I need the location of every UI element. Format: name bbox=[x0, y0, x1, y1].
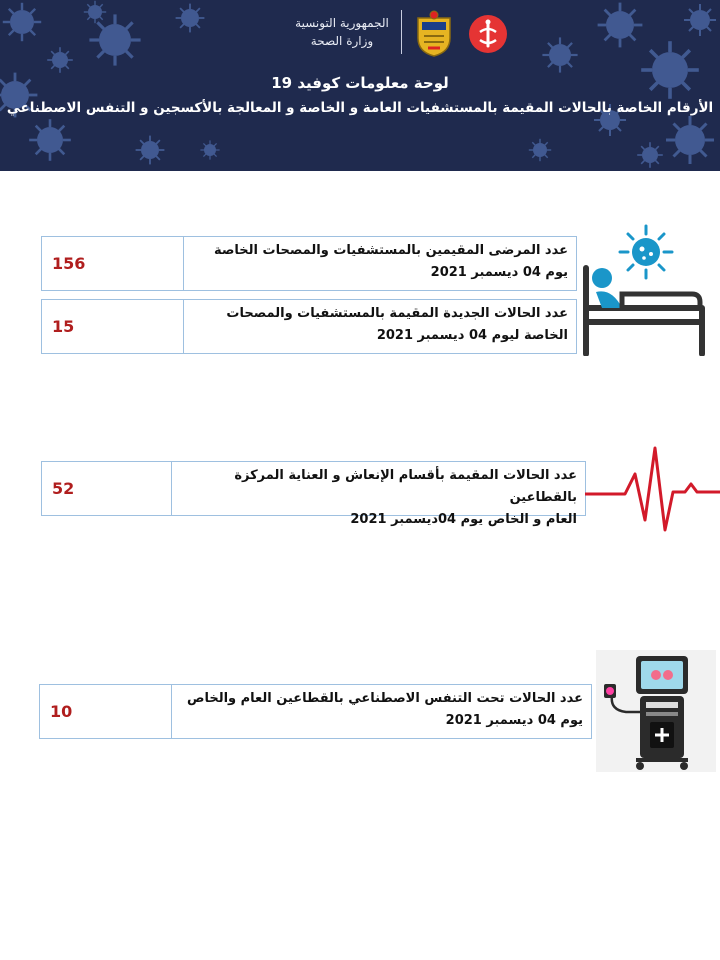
hospitalized-patients-box bbox=[41, 236, 577, 291]
tunisia-coat-of-arms-icon bbox=[414, 10, 454, 58]
header-banner bbox=[0, 0, 720, 171]
ventilated-cases-label bbox=[172, 685, 591, 738]
health-ministry-logo-icon bbox=[468, 14, 508, 54]
label-line: العام و الخاص يوم 04ديسمبر 2021 bbox=[350, 512, 577, 527]
new-hospitalizations-value: 15 bbox=[42, 300, 184, 353]
page-subtitle: الأرقام الخاصة بالحالات المقيمة بالمستشفيات العامة و الخاصة و المعالجة بالأكسجين و التنفس الاصطناعي bbox=[6, 100, 714, 116]
ventilator-machine-icon bbox=[596, 650, 716, 772]
hospitalized-patients-value: 156 bbox=[42, 237, 184, 290]
label-line: عدد الحالات المقيمة بأقسام الإنعاش و العناية المركزة بالقطاعين bbox=[234, 468, 577, 505]
label-line: يوم 04 ديسمبر 2021 bbox=[430, 265, 568, 280]
icu-cases-value: 52 bbox=[42, 462, 172, 515]
hospital-bed-virus-icon bbox=[582, 222, 708, 356]
label-line: عدد المرضى المقيمين بالمستشفيات والمصحات الخاصة bbox=[213, 243, 568, 258]
heartbeat-line-icon bbox=[585, 440, 720, 532]
header-divider bbox=[401, 10, 402, 54]
new-hospitalizations-label bbox=[184, 300, 576, 353]
ministry-line-1: الجمهورية التونسية bbox=[295, 16, 389, 30]
label-line: الخاصة ليوم 04 ديسمبر 2021 bbox=[376, 328, 568, 343]
new-hospitalizations-box bbox=[41, 299, 577, 354]
ministry-name bbox=[290, 14, 394, 50]
ventilated-cases-box bbox=[39, 684, 592, 739]
page-title: لوحة معلومات كوفيد 19 bbox=[271, 74, 449, 92]
label-line: عدد الحالات تحت التنفس الاصطناعي بالقطاعين العام والخاص bbox=[186, 691, 583, 706]
icu-cases-box bbox=[41, 461, 586, 527]
icu-cases-label bbox=[172, 462, 585, 527]
label-line: يوم 04 ديسمبر 2021 bbox=[445, 713, 583, 728]
hospitalized-patients-label bbox=[184, 237, 576, 290]
ministry-line-2: وزارة الصحة bbox=[310, 34, 374, 48]
ventilated-cases-value: 10 bbox=[40, 685, 172, 738]
label-line: عدد الحالات الجديدة المقيمة بالمستشفيات والمصحات bbox=[226, 306, 568, 321]
